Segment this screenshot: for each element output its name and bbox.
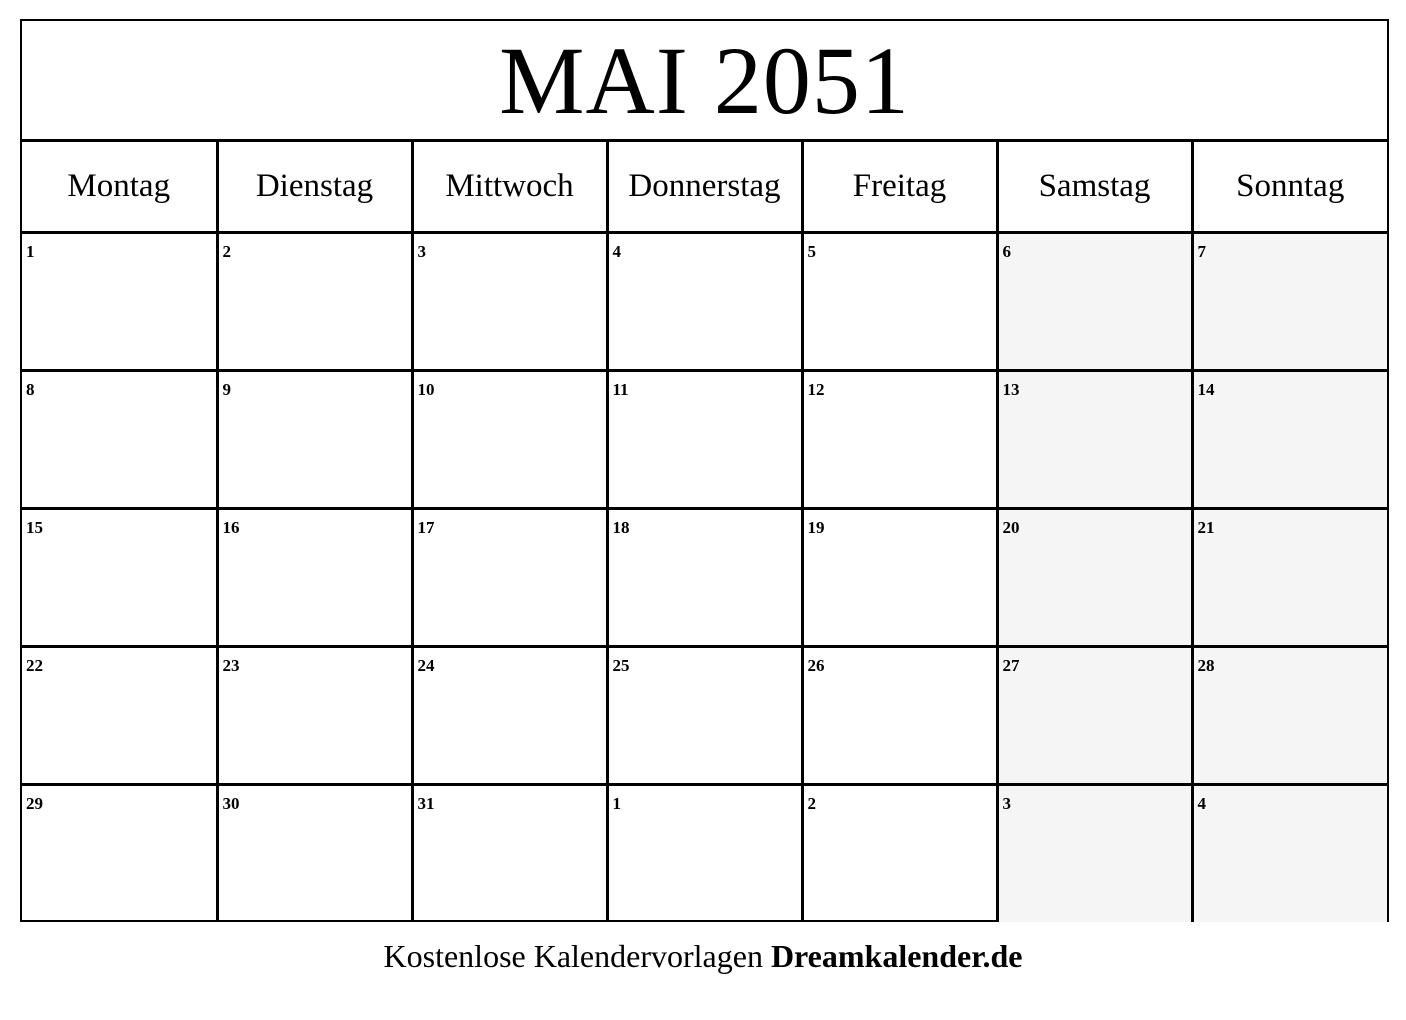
calendar-grid <box>22 142 1387 922</box>
weekday-header: Freitag <box>802 142 997 232</box>
day-number: 2 <box>807 793 816 813</box>
day-number: 26 <box>807 655 825 675</box>
calendar-title: MAI 2051 <box>499 27 910 134</box>
day-number: 3 <box>1002 793 1011 813</box>
day-number: 19 <box>807 517 825 537</box>
day-cell <box>217 232 412 370</box>
weekend-day-cell <box>997 232 1192 370</box>
day-number: 31 <box>417 793 435 813</box>
weekend-day-cell <box>1192 232 1387 370</box>
weekday-header: Dienstag <box>217 142 412 232</box>
day-number: 3 <box>417 241 426 261</box>
week-row <box>22 508 1387 646</box>
week-row <box>22 370 1387 508</box>
weekend-day-cell <box>1192 370 1387 508</box>
weekday-header: Mittwoch <box>412 142 607 232</box>
day-number: 28 <box>1197 655 1215 675</box>
day-number: 21 <box>1197 517 1215 537</box>
day-number: 25 <box>612 655 630 675</box>
day-cell <box>607 370 802 508</box>
day-number: 4 <box>612 241 621 261</box>
day-cell <box>217 646 412 784</box>
weekend-day-cell <box>997 784 1192 922</box>
weekday-header: Donnerstag <box>607 142 802 232</box>
day-number: 12 <box>807 379 825 399</box>
day-number: 9 <box>222 379 231 399</box>
day-number: 17 <box>417 517 435 537</box>
day-cell <box>412 370 607 508</box>
weekday-header: Montag <box>22 142 217 232</box>
day-cell <box>22 370 217 508</box>
day-number: 4 <box>1197 793 1206 813</box>
day-cell <box>412 232 607 370</box>
day-number: 2 <box>222 241 231 261</box>
title-bar <box>22 21 1387 142</box>
weekend-day-cell <box>997 508 1192 646</box>
day-number: 15 <box>26 517 43 537</box>
day-cell <box>217 784 412 922</box>
week-row <box>22 646 1387 784</box>
day-number: 8 <box>26 379 35 399</box>
day-cell <box>802 646 997 784</box>
weekend-day-cell <box>997 370 1192 508</box>
day-number: 10 <box>417 379 435 399</box>
day-number: 16 <box>222 517 240 537</box>
day-cell <box>802 508 997 646</box>
day-number: 11 <box>612 379 629 399</box>
day-cell <box>802 370 997 508</box>
day-number: 20 <box>1002 517 1020 537</box>
day-cell <box>22 646 217 784</box>
day-cell <box>412 508 607 646</box>
day-cell <box>22 784 217 922</box>
day-cell <box>22 232 217 370</box>
week-row <box>22 784 1387 922</box>
footer-text: Kostenlose Kalendervorlagen <box>383 938 763 974</box>
day-cell <box>22 508 217 646</box>
day-cell <box>607 508 802 646</box>
weekend-day-cell <box>1192 784 1387 922</box>
day-cell <box>217 370 412 508</box>
day-number: 23 <box>222 655 240 675</box>
weekend-day-cell <box>1192 646 1387 784</box>
day-cell <box>217 508 412 646</box>
day-cell <box>607 232 802 370</box>
day-cell <box>412 646 607 784</box>
weekday-header-row <box>22 142 1387 232</box>
day-number: 30 <box>222 793 240 813</box>
week-row <box>22 232 1387 370</box>
day-number: 14 <box>1197 379 1215 399</box>
weekend-day-cell <box>1192 508 1387 646</box>
weekend-day-cell <box>997 646 1192 784</box>
day-number: 22 <box>26 655 43 675</box>
day-number: 7 <box>1197 241 1206 261</box>
day-number: 13 <box>1002 379 1020 399</box>
day-number: 18 <box>612 517 630 537</box>
day-cell <box>607 784 802 922</box>
day-cell <box>802 232 997 370</box>
weekday-header: Samstag <box>997 142 1192 232</box>
footer-brand-link[interactable]: Dreamkalender.de <box>770 938 1023 974</box>
weekday-header: Sonntag <box>1192 142 1387 232</box>
day-cell <box>412 784 607 922</box>
day-cell <box>607 646 802 784</box>
day-number: 24 <box>417 655 435 675</box>
calendar <box>20 19 1389 922</box>
day-number: 1 <box>26 241 35 261</box>
footer <box>0 938 1406 975</box>
day-number: 29 <box>26 793 43 813</box>
day-cell <box>802 784 997 922</box>
day-number: 27 <box>1002 655 1020 675</box>
day-number: 5 <box>807 241 816 261</box>
day-number: 6 <box>1002 241 1011 261</box>
day-number: 1 <box>612 793 621 813</box>
